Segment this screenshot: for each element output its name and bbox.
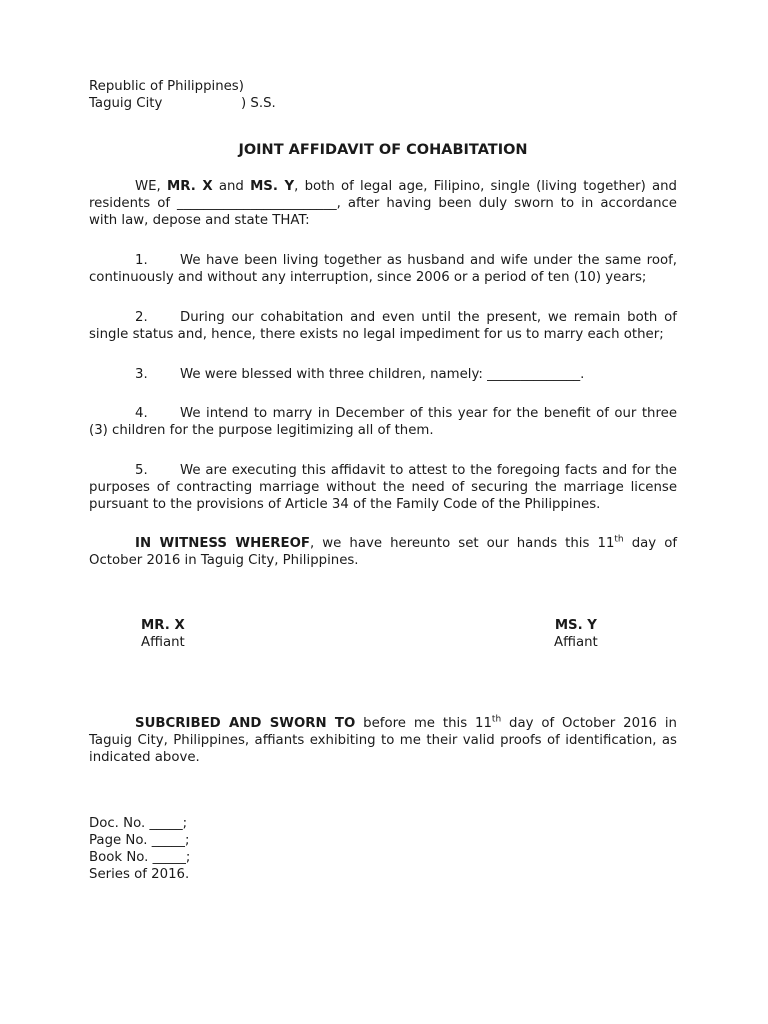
clause-number: 1.: [135, 253, 148, 268]
clause-text: During our cohabitation and even until the present, we remain both of single status and, hence, there exists no legal impediment for us to marry each other;: [89, 310, 677, 342]
clause-text: We have been living together as husband and wife under the same roof, continuously and without any interruption, since 2006 or a period of ten (10) years;: [89, 253, 677, 285]
intro-paragraph: [89, 178, 677, 229]
signatory-2: [554, 617, 598, 651]
signatory-role: Affiant: [141, 635, 185, 650]
document-title: JOINT AFFIDAVIT OF COHABITATION: [238, 142, 528, 158]
venue-city-line: [89, 95, 276, 112]
jurat-paragraph: [89, 715, 677, 766]
witness-text-1: , we have hereunto set our hands this 11: [310, 536, 615, 551]
venue-block: [89, 78, 276, 112]
party-2-name: MS. Y: [250, 179, 295, 194]
clause-4: [89, 405, 677, 439]
clause-text: We intend to marry in December of this year for the benefit of our three (3) children for the purpose legitimizing all of them.: [89, 406, 677, 438]
affidavit-page: [89, 0, 677, 1024]
notary-doc-no: Doc. No. _____;: [89, 816, 188, 831]
clause-number: 5.: [135, 463, 148, 478]
clause-number: 4.: [135, 406, 148, 421]
notary-block: [89, 815, 190, 883]
witness-text-2: day of October 2016 in Taguig City, Philippines.: [89, 536, 678, 568]
notary-page-no: Page No. _____;: [89, 833, 190, 848]
notary-series: Series of 2016.: [89, 867, 190, 882]
signatory-name: MR. X: [141, 618, 185, 633]
witness-lead: IN WITNESS WHEREOF: [135, 536, 311, 551]
clause-text: We were blessed with three children, namely: ______________.: [180, 367, 585, 382]
clause-text: We are executing this affidavit to attest to the foregoing facts and for the purposes of contracting marriage without the need of securing the marriage license pursuant to the provisions of Article 34 of the Family Code of the Philippines.: [89, 463, 677, 512]
intro-and: and: [212, 179, 251, 194]
clause-1: [89, 252, 677, 286]
signatory-name: MS. Y: [554, 618, 597, 633]
witness-ordinal: th: [614, 534, 624, 545]
signatory-1: [141, 617, 185, 651]
party-1-name: MR. X: [166, 179, 213, 194]
venue-city: Taguig City: [89, 96, 163, 111]
jurat-text-2: day of October 2016 in Taguig City, Philippines, affiants exhibiting to me their valid proofs of identification, as indicated above.: [89, 716, 677, 765]
witness-paragraph: [89, 535, 677, 569]
intro-we: WE,: [135, 179, 167, 194]
clause-3: [89, 366, 677, 383]
intro-text: , both of legal age, Filipino, single (living together) and residents of ________________________, after having been duly sworn to in accordance with law, depose and state THAT:: [89, 179, 677, 228]
clause-2: [89, 309, 677, 343]
clause-number: 2.: [135, 310, 148, 325]
clause-5: [89, 462, 677, 513]
venue-republic: Republic of Philippines): [89, 79, 244, 94]
clause-number: 3.: [135, 367, 148, 382]
jurat-ordinal: th: [491, 714, 502, 725]
jurat-text-1: before me this 11: [355, 716, 492, 731]
venue-ss: ) S.S.: [241, 96, 276, 111]
signatory-role: Affiant: [554, 635, 598, 650]
jurat-lead: SUBCRIBED AND SWORN TO: [135, 716, 356, 731]
notary-book-no: Book No. _____;: [89, 850, 191, 865]
